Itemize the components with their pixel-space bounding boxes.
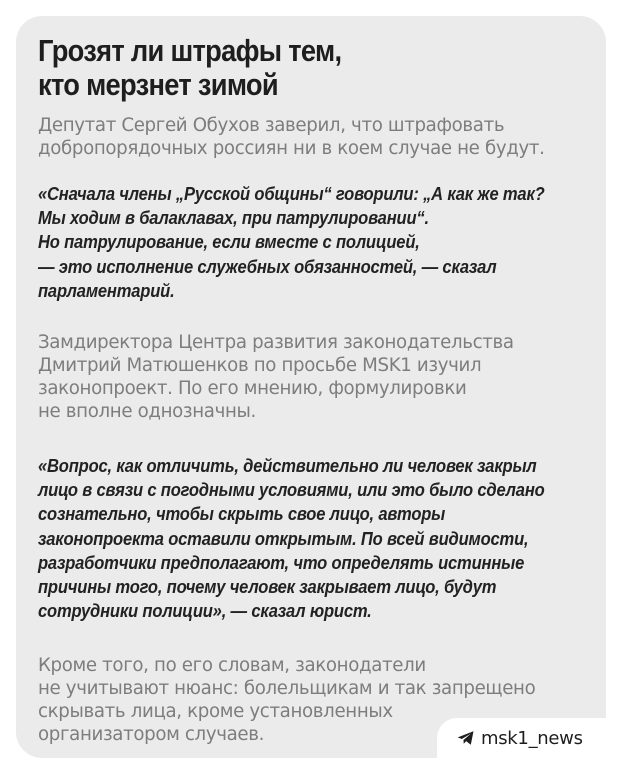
text-line: не учитывают нюанс: болельщикам и так запрещено	[38, 678, 536, 700]
paragraph-intro	[38, 114, 606, 160]
text-line: законопроект. По его мнению, формулировки	[38, 378, 467, 400]
quote-line: — это исполнение служебных обязанностей, — сказал	[38, 256, 497, 277]
quote-deputy	[38, 182, 561, 303]
quote-line: сознательно, чтобы скрыть свое лицо, авторы	[38, 504, 446, 525]
quote-line: «Сначала члены „Русской общины“ говорили: „А как же так?	[38, 184, 545, 204]
text-line: не вполне однозначны.	[38, 401, 256, 423]
channel-badge[interactable]	[437, 718, 606, 758]
quote-line: лицо в связи с погодными условиями, или это было сделано	[38, 480, 545, 501]
text-line: скрывать лица, кроме установленных	[38, 701, 393, 723]
text-line: Дмитрий Матюшенков по просьбе MSK1 изучил	[38, 355, 482, 377]
headline-line: кто мерзнет зимой	[38, 67, 278, 102]
quote-line: «Вопрос, как отличить, действительно ли человек закрыл	[38, 456, 537, 477]
headline	[38, 34, 538, 102]
quote-line: парламентарий.	[38, 280, 175, 301]
quote-line: Но патрулирование, если вместе с полицией,	[38, 232, 420, 253]
headline-line: Грозят ли штрафы тем,	[38, 33, 342, 68]
article-card	[16, 16, 606, 758]
text-line: Замдиректора Центра развития законодательства	[38, 332, 514, 354]
quote-line: причины того, почему человек закрывает лицо, будут	[38, 577, 497, 598]
quote-lawyer	[38, 454, 561, 623]
quote-line: законопроекта оставили открытым. По всей видимости,	[38, 528, 529, 549]
quote-line: Мы ходим в балаклавах, при патрулировании“.	[38, 208, 429, 229]
quote-line: разработчики предполагают, что определять истинные	[38, 552, 525, 573]
text-line: Депутат Сергей Обухов заверил, что штрафовать	[38, 115, 505, 136]
text-line: добропорядочных россиян ни в коем случае не будут.	[38, 138, 545, 159]
telegram-icon	[457, 730, 475, 746]
channel-handle[interactable]: msk1_news	[481, 727, 583, 749]
text-line: Кроме того, по его словам, законодатели	[38, 655, 426, 677]
paragraph-expert	[38, 331, 606, 423]
quote-line: сотрудники полиции», — сказал юрист.	[38, 601, 372, 622]
text-line: организатором случаев.	[38, 724, 265, 746]
